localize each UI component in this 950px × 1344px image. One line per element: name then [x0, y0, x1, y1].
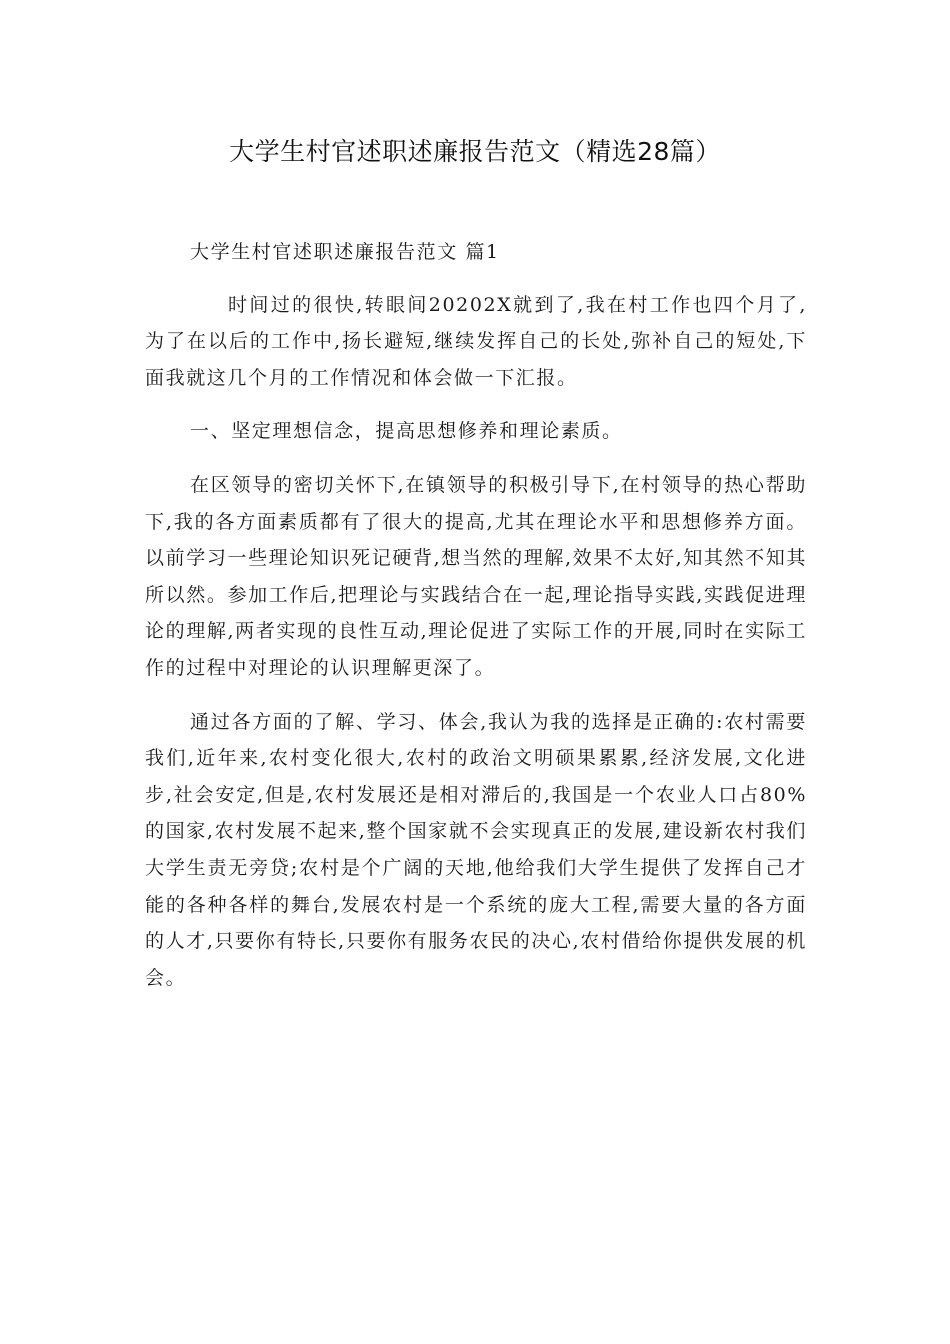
paragraph-heading-one: 一、坚定理想信念，提高思想修养和理论素质。: [190, 420, 623, 443]
paragraph-rural: 通过各方面的了解、学习、体会,我认为我的选择是正确的:农村需要我们,近年来,农村变化很大,农村的政治文明硕果累累,经济发展,文化进步,社会安定,但是,农村发展还是相对滞后的,我国是一个农业人口占80%的国家,农村发展不起来,整个国家就不会实现真正的发展,建设新农村我们大学生责无旁贷;农村是个广阔的天地,他给我们大学生提供了发挥自己才能的各种各样的舞台,发展农村是一个系统的庞大工程,需要大量的各方面的人才,只要你有特长,只要你有服务农民的决心,农村借给你提供发展的机会。: [145, 710, 807, 989]
section-heading: 大学生村官述职述廉报告范文 篇1: [190, 241, 500, 263]
document-title: 大学生村官述职述廉报告范文（精选28篇）: [229, 137, 721, 166]
paragraph-theory: 在区领导的密切关怀下,在镇领导的积极引导下,在村领导的热心帮助下,我的各方面素质都有了很大的提高,尤其在理论水平和思想修养方面。以前学习一些理论知识死记硬背,想当然的理解,效果不太好,知其然不知其所以然。参加工作后,把理论与实践结合在一起,理论指导实践,实践促进理论的理解,两者实现的良性互动,理论促进了实际工作的开展,同时在实际工作的过程中对理论的认识理解更深了。: [145, 473, 807, 679]
document-body: [145, 234, 807, 996]
paragraph-intro: 时间过的很快,转眼间20202X就到了,我在村工作也四个月了,为了在以后的工作中,扬长避短,继续发挥自己的长处,弥补自己的短处,下面我就这几个月的工作情况和体会做一下汇报。: [145, 293, 807, 389]
